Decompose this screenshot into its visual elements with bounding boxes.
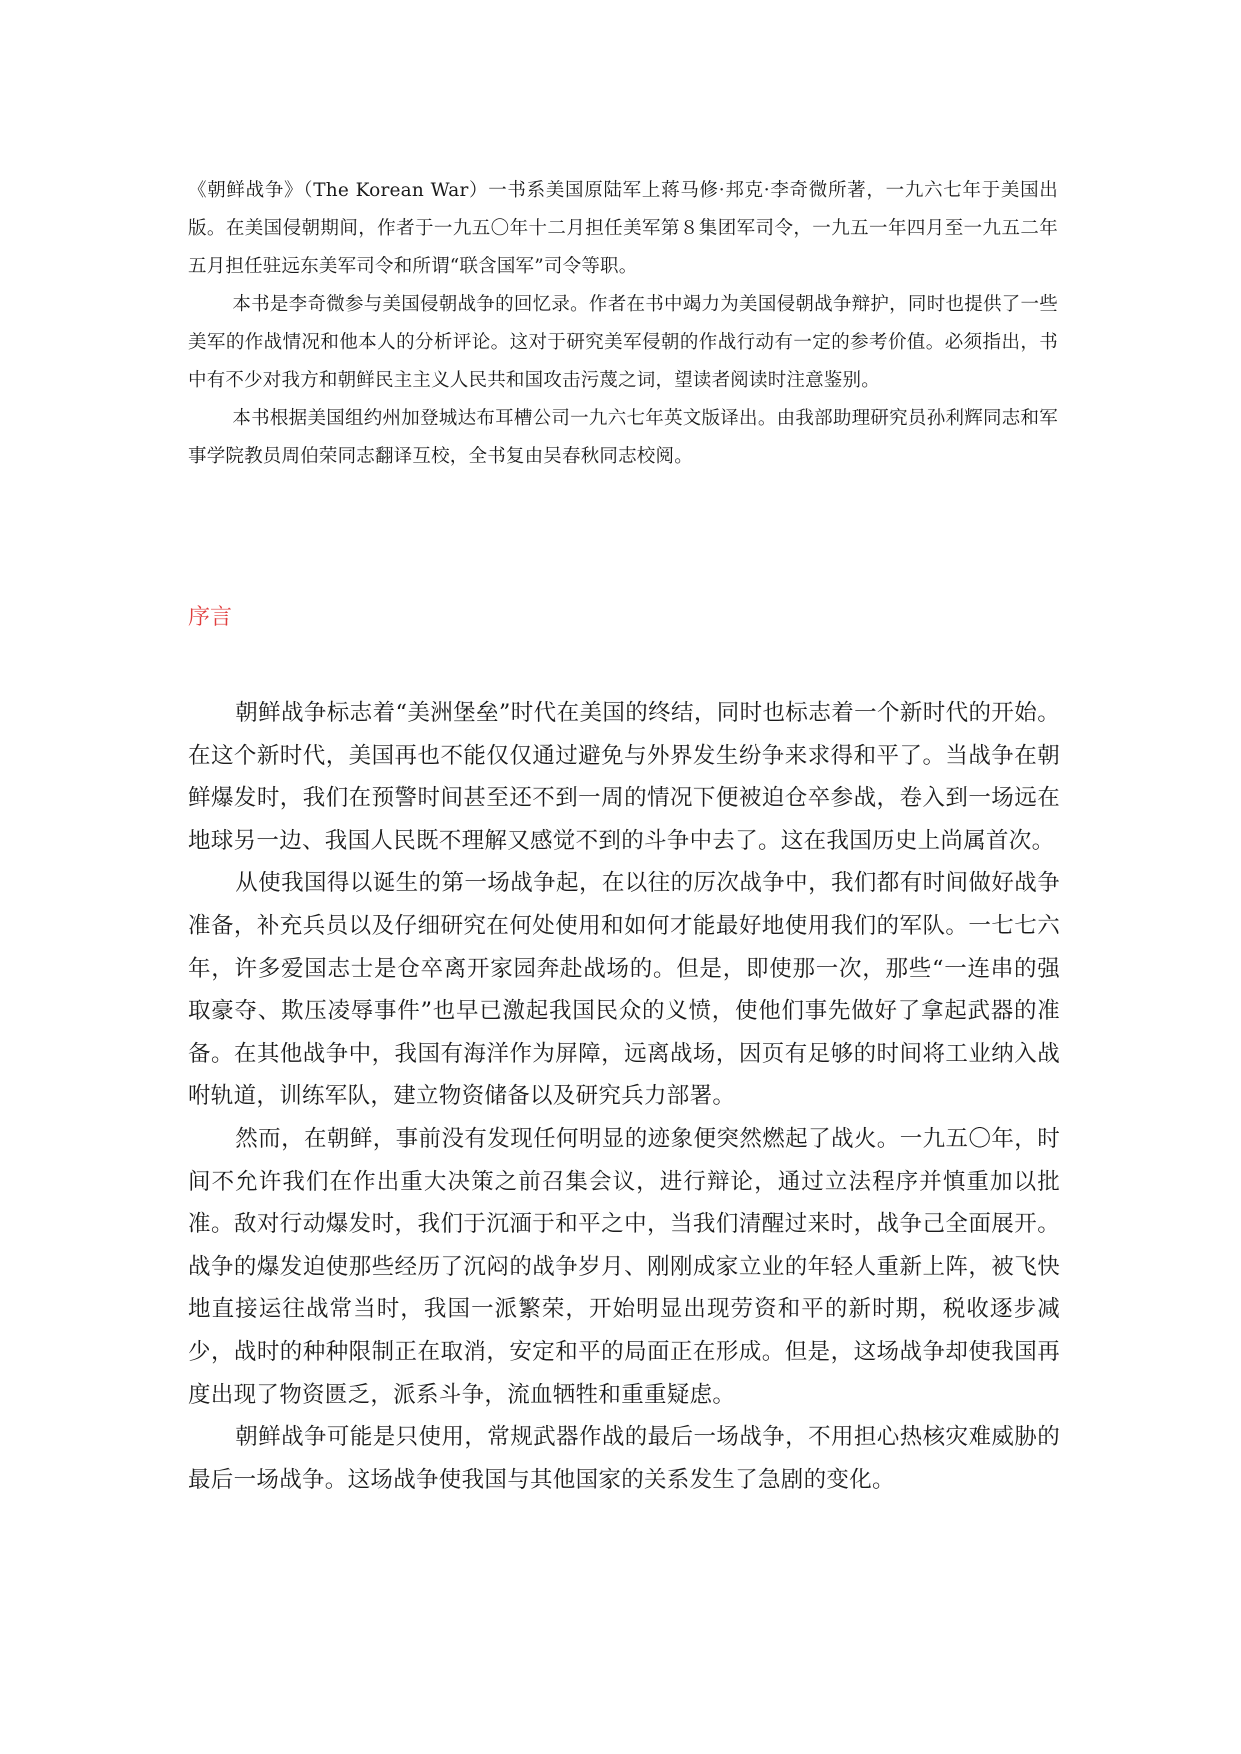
- preface-paragraph-4: 朝鲜战争可能是只使用，常规武器作战的最后一场战争，不用担心热核灾难威胁的最后一场战争。这场战争使我国与其他国家的关系发生了急剧的变化。: [188, 1424, 1060, 1493]
- preface-body: [188, 692, 1060, 1501]
- intro-paragraph-3: 本书根据美国组约州加登城达布耳槽公司一九六七年英文版译出。由我部助理研究员孙利辉同志和军事学院教员周伯荣同志翻译互校，全书复由吴春秋同志校阅。: [188, 408, 1058, 467]
- translator-note: [188, 172, 1058, 476]
- intro-paragraph-2: 本书是李奇微参与美国侵朝战争的回忆录。作者在书中竭力为美国侵朝战争辩护，同时也提供了一些美军的作战情况和他本人的分析评论。这对于研究美军侵朝的作战行动有一定的参考价值。必须指出，书中有不少对我方和朝鲜民主主义人民共和国攻击污蔑之词，望读者阅读时注意鉴别。: [188, 294, 1058, 391]
- intro-paragraph-1: 《朝鲜战争》（The Korean War）一书系美国原陆军上蒋马修·邦克·李奇微所著，一九六七年于美国出版。在美国侵朝期间，作者于一九五〇年十二月担任美军第８集团军司令，一九五一年四月至一九五二年五月担任驻远东美军司令和所谓“联含国军”司令等职。: [188, 180, 1058, 277]
- section-heading-preface: 序言: [188, 605, 233, 630]
- preface-paragraph-3: 然而，在朝鲜，事前没有发现任何明显的迹象便突然燃起了战火。一九五〇年，时间不允许我们在作出重大决策之前召集会议，进行辩论，通过立法程序并慎重加以批准。敌对行动爆发时，我们于沉湎于和平之中，当我们清醒过来时，战争己全面展开。战争的爆发迫使那些经历了沉闷的战争岁月、刚刚成家立业的年轻人重新上阵，被飞快地直接运往战常当时，我国一派繁荣，开始明显出现劳资和平的新时期，税收逐步减少，战时的种种限制正在取消，安定和平的局面正在形成。但是，这场战争却使我国再度出现了物资匮乏，派系斗争，流血牺牲和重重疑虑。: [188, 1125, 1060, 1408]
- preface-paragraph-2: 从使我国得以诞生的第一场战争起，在以往的厉次战争中，我们都有时间做好战争准备，补充兵员以及仔细研究在何处使用和如何才能最好地使用我们的军队。一七七六年，许多爱国志士是仓卒离开家园奔赴战场的。但是，即使那一次，那些“一连串的强取豪夺、欺压凌辱事件”也早已激起我国民众的义愤，使他们事先做好了拿起武器的准备。在其他战争中，我国有海洋作为屏障，远离战场，因页有足够的时间将工业纳入战咐轨道，训练军队，建立物资储备以及研究兵力部署。: [188, 870, 1060, 1110]
- preface-paragraph-1: 朝鲜战争标志着“美洲堡垒”时代在美国的终结，同时也标志着一个新时代的开始。在这个新时代，美国再也不能仅仅通过避免与外界发生纷争来求得和平了。当战争在朝鲜爆发时，我们在预警时间甚至还不到一周的情况下便被迫仓卒参战，卷入到一场远在地球另一边、我国人民既不理解又感觉不到的斗争中去了。这在我国历史上尚属首次。: [188, 700, 1060, 854]
